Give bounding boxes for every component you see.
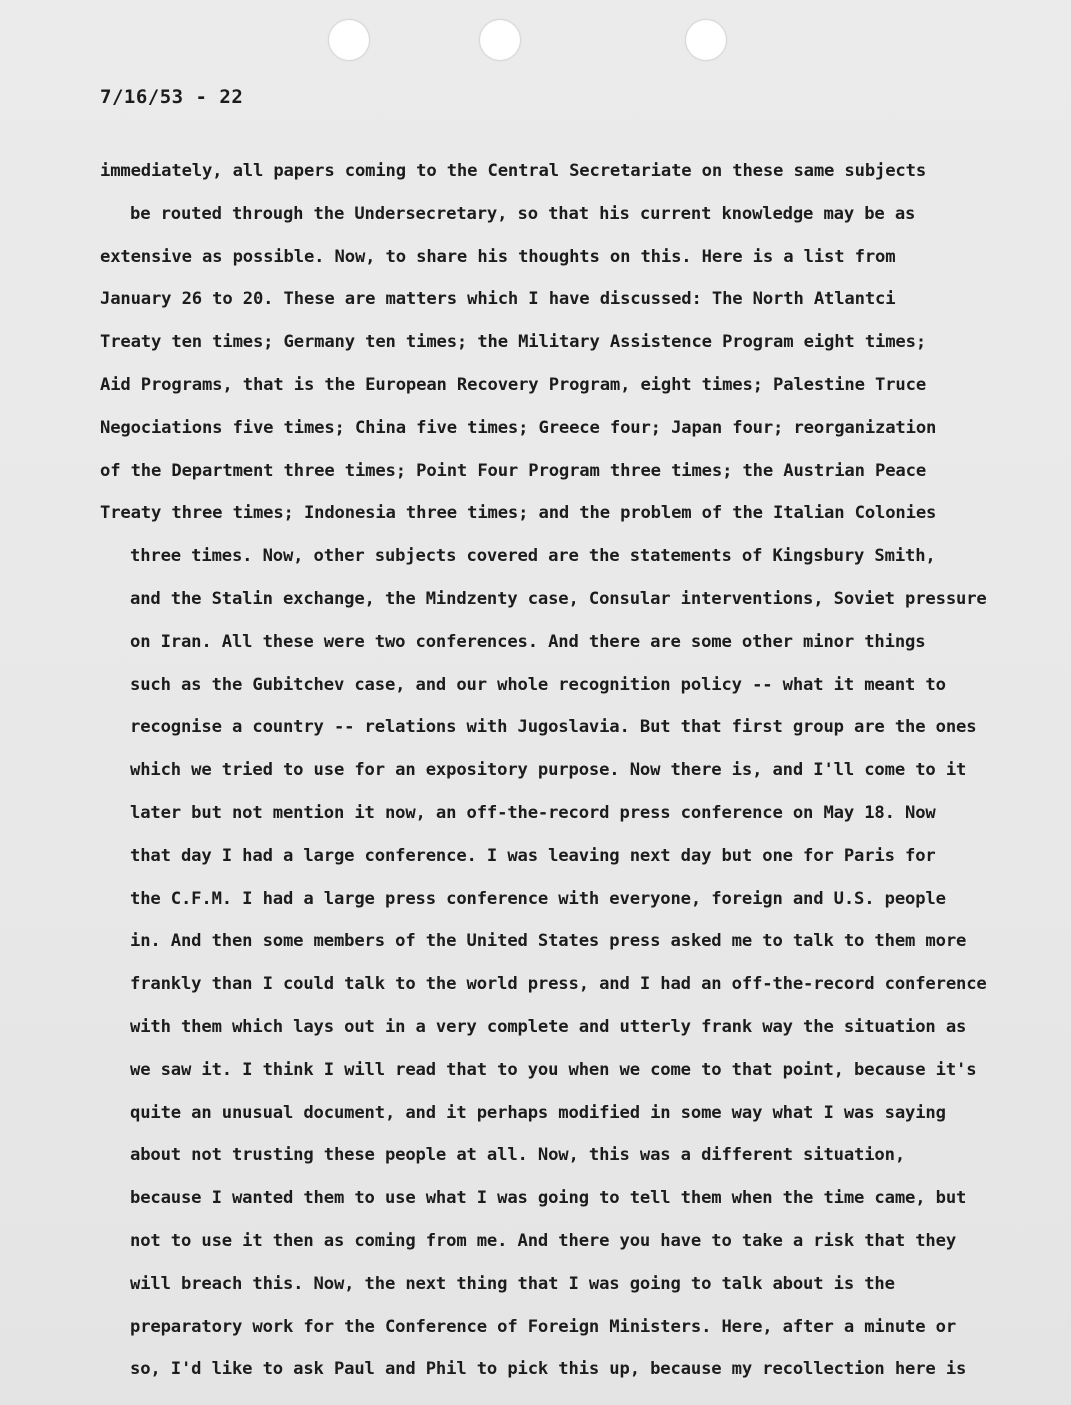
- text-line: Negociations five times; China five times; Greece four; Japan four; reorganization: [100, 417, 937, 438]
- text-line: not to use it then as coming from me. And there you have to take a risk that they: [130, 1230, 957, 1251]
- text-line: three times. Now, other subjects covered are the statements of Kingsbury Smith,: [130, 546, 936, 567]
- punch-hole: [329, 20, 369, 60]
- text-line: Aid Programs, that is the European Recovery Program, eight times; Palestine Truce: [100, 374, 927, 395]
- text-line: preparatory work for the Conference of Foreign Ministers. Here, after a minute or: [130, 1316, 957, 1337]
- text-line: quite an unusual document, and it perhaps modified in some way what I was saying: [130, 1102, 946, 1123]
- text-line: because I wanted them to use what I was going to tell them when the time came, but: [130, 1188, 967, 1209]
- text-line: on Iran. All these were two conferences. And there are some other minor things: [130, 631, 926, 652]
- text-line: of the Department three times; Point Four Program three times; the Austrian Peace: [100, 460, 927, 481]
- text-line: later but not mention it now, an off-the-record press conference on May 18. Now: [130, 802, 936, 823]
- text-line: such as the Gubitchev case, and our whole recognition policy -- what it meant to: [130, 674, 946, 695]
- transcript-body: [100, 150, 1000, 1391]
- page-number: 7/16/53 - 22: [100, 86, 244, 108]
- text-line: that day I had a large conference. I was leaving next day but one for Paris for: [130, 845, 936, 866]
- text-line: frankly than I could talk to the world press, and I had an off-the-record conference: [130, 974, 987, 995]
- text-line: Treaty ten times; Germany ten times; the Military Assistence Program eight times;: [100, 332, 927, 353]
- text-line: with them which lays out in a very complete and utterly frank way the situation as: [130, 1016, 967, 1037]
- text-line: will breach this. Now, the next thing that I was going to talk about is the: [130, 1273, 895, 1294]
- text-line: which we tried to use for an expository purpose. Now there is, and I'll come to it: [130, 760, 967, 781]
- text-line: in. And then some members of the United States press asked me to talk to them more: [130, 931, 967, 952]
- text-line: recognise a country -- relations with Jugoslavia. But that first group are the ones: [130, 717, 977, 738]
- text-line: be routed through the Undersecretary, so that his current knowledge may be as: [130, 203, 916, 224]
- punch-hole: [686, 20, 726, 60]
- text-line: and the Stalin exchange, the Mindzenty case, Consular interventions, Soviet pressure: [130, 588, 987, 609]
- text-line: the C.F.M. I had a large press conference with everyone, foreign and U.S. people: [130, 888, 946, 909]
- text-line: January 26 to 20. These are matters which I have discussed: The North Atlantci: [100, 289, 896, 310]
- punch-hole: [480, 20, 520, 60]
- text-line: Treaty three times; Indonesia three times; and the problem of the Italian Colonies: [100, 503, 937, 524]
- text-line: so, I'd like to ask Paul and Phil to pick this up, because my recollection here is: [130, 1359, 967, 1380]
- text-line: about not trusting these people at all. Now, this was a different situation,: [130, 1145, 906, 1166]
- text-line: we saw it. I think I will read that to you when we come to that point, because it's: [130, 1059, 977, 1080]
- text-line: immediately, all papers coming to the Central Secretariate on these same subjects: [100, 161, 927, 181]
- text-line: extensive as possible. Now, to share his thoughts on this. Here is a list from: [100, 246, 896, 267]
